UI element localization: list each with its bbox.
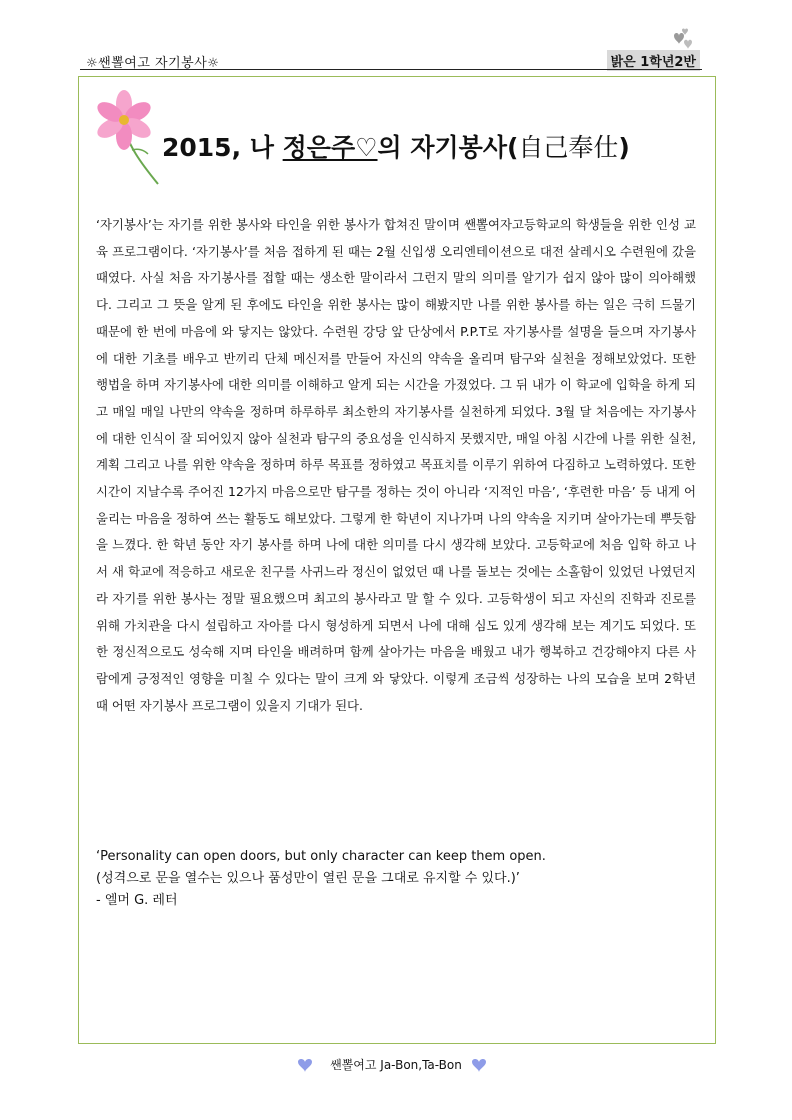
page-title bbox=[162, 128, 630, 164]
title-hanja: 自己奉仕 bbox=[518, 133, 619, 162]
cosmos-flower-icon bbox=[88, 90, 168, 186]
heart-icon bbox=[470, 1057, 488, 1073]
title-name: 정은주♡ bbox=[282, 133, 378, 162]
quote-korean: (성격으로 문을 열수는 있으나 품성만이 열린 문을 그대로 유지할 수 있다.)’ bbox=[96, 871, 520, 886]
quote-english: ‘Personality can open doors, but only character can keep them open. bbox=[96, 849, 546, 864]
essay-body: ‘자기봉사’는 자기를 위한 봉사와 타인을 위한 봉사가 합쳐진 말이며 쌘뽈여자고등학교의 학생들을 위한 인성 교육 프로그램이다. ‘자기봉사’를 처음 접하게 된 때는 2월 신입생 오리엔테이션으로 대전 살레시오 수련원에 갔을 때였다. 사실 처음 자기봉사를 접할 때는 생소한 말이라서 그런지 말의 의미를 알기가 쉽지 않아 많이 의아해했다. 그리고 그 뜻을 알게 된 후에도 타인을 위한 봉사는 많이 해봤지만 나를 위한 봉사를 하는 일은 극히 드물기 때문에 한 번에 마음에 와 닿지는 않았다. 수련원 강당 앞 단상에서 P.P.T로 자기봉사를 설명을 들으며 자기봉사에 대한 기초를 배우고 반끼리 단체 메신저를 만들어 자신의 약속을 올리며 탐구와 실천을 정해보았었다. 또한 행법을 하며 자기봉사에 대한 의미를 이해하고 알게 되는 시간을 가졌었다. 그 뒤 내가 이 학교에 입학을 하게 되고 매일 매일 나만의 약속을 정하며 하루하루 최소한의 자기봉사를 실천하게 되었다. 3월 달 처음에는 자기봉사에 대한 인식이 잘 되어있지 않아 실천과 탐구의 중요성을 인식하지 못했지만, 매일 아침 시간에 나를 위한 실천, 계획 그리고 나를 위한 약속을 정하며 하루 목표를 정하였고 목표치를 이루기 위하여 다짐하고 노력하였다. 또한 시간이 지날수록 주어진 12가지 마음으로만 탐구를 정하는 것이 아니라 ‘지적인 마음’, ‘후련한 마음’ 등 내게 어울리는 마음을 정하여 쓰는 활동도 해보았다. 그렇게 한 학년이 지나가며 나의 약속을 지키며 살아가는데 뿌듯함을 느꼈다. 한 학년 동안 자기 봉사를 하며 나에 대한 의미를 다시 생각해 보았다. 고등학교에 처음 입학 하고 나서 새 학교에 적응하고 새로운 친구를 사귀느라 정신이 없었던 때 나를 돌보는 것에는 소홀함이 있었던 나였던지라 자기를 위한 봉사는 정말 필요했으며 최고의 봉사라고 말 할 수 있다. 고등학생이 되고 자신의 진학과 진로를 위해 가치관을 다시 설립하고 자아를 다시 형성하게 되면서 나에 대해 심도 있게 생각해 보는 계기도 되었다. 또한 정신적으로도 성숙해 지며 타인을 배려하며 함께 살아가는 마음을 배웠고 내가 행복하고 건강해야지 다른 사람에게 긍정적인 영향을 미칠 수 있다는 말이 크게 와 닿았다. 이렇게 조금씩 성장하는 나의 모습을 보며 2학년 때 어떤 자기봉사 프로그램이 있을지 기대가 된다. bbox=[96, 217, 700, 713]
header-divider bbox=[80, 69, 702, 70]
title-close: ) bbox=[618, 133, 630, 162]
title-prefix: 2015, 나 bbox=[162, 133, 283, 162]
quote-block bbox=[96, 846, 696, 912]
title-suffix: 의 자기봉사( bbox=[377, 133, 519, 162]
footer-label: 쌘뽈여고 Ja-Bon,Ta-Bon bbox=[330, 1058, 462, 1072]
header-left-label: ☼쌘뽈여고 자기봉사☼ bbox=[86, 56, 220, 71]
header-right-label: 밝은 1학년2반 bbox=[607, 50, 700, 71]
quote-author: - 엘머 G. 레터 bbox=[96, 893, 178, 908]
